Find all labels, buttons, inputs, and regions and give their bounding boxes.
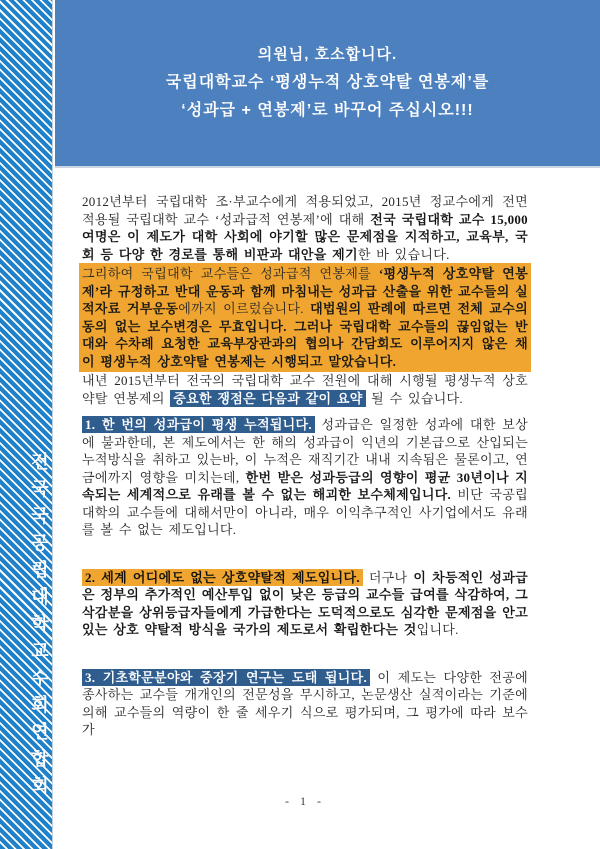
banner-line-2: 국립대학교수 ‘평생누적 상호약탈 연봉제’를 — [165, 74, 490, 91]
paragraph — [82, 669, 528, 739]
body-paragraphs — [82, 193, 528, 739]
bold-run: 대법원의 판례에 따르면 전체 교수의 동의 없는 보수변경은 무효입니다. 그러나 국립대학 교수들의 끊임없는 반대와 수차례 요청한 교육부장관과의 협의나 간담회도 이루어지지 않은 채 이 평생누적 상호약탈 연봉제는 시행되고 말았습니다. — [82, 301, 528, 369]
text-run: 더구나 — [362, 569, 414, 585]
orange-highlight-paragraph — [79, 263, 531, 372]
text-run: 성과급은 일정한 성과에 대한 보상에 불과한데, 본 제도에서는 한 해의 성과급이 익년의 기본급으로 산입되는 누적방식을 취하고 있는바, 이 누적은 재직기간 내내 지속됨은 물론이고, 연금에까지 영향을 미치는데, — [82, 417, 528, 485]
org-name-vertical: 전국국공립대학교수회연합회 — [29, 452, 49, 803]
blue-highlight-run: 1. 한 번의 성과급이 평생 누적됩니다. — [82, 416, 315, 433]
text-run: 내년 2015년부터 전국의 국립대학 교수 전원에 대해 시행될 평생누적 상호약탈 연봉제의 — [82, 373, 528, 406]
bold-run: 전국 국립대학 교수 15,000여명은 이 제도가 대학 사회에 야기할 많은 문제점을 지적하고, 교육부, 국회 등 다양 한 경로를 통해 비판과 대안을 제기 — [82, 211, 528, 262]
banner-line-3: ‘성과급 + 연봉제’로 바꾸어 주십시오!!! — [181, 102, 474, 119]
paragraph — [82, 372, 528, 407]
bold-run: 이 차등적인 성과급은 정부의 추가적인 예산투입 없이 낮은 등급의 교수들 급여를 삭감하여, 그 삭감분을 상위등급자들에게 가급한다는 도덕적으로도 심각한 문제점을 안고 있는 상호 약탈적 방식을 국가의 제도로서 확립한다는 것 — [82, 569, 528, 637]
text-run: 될 수 있습니다. — [365, 390, 463, 406]
text-run: 한 바 있습니다. — [357, 246, 450, 262]
paragraph — [82, 416, 528, 539]
text-run: 비단 국공립 대학의 교수들에 대해서만이 아니라, 매우 이익추구적인 사기업에서도 유래를 볼 수 없는 제도입니다. — [82, 487, 528, 537]
text-run: 그리하여 국립대학 교수들은 성과급적 연봉제를 — [82, 266, 379, 281]
text-run: 이 제도는 다양한 전공에 종사하는 교수들 개개인의 전문성을 무시하고, 논문생산 실적이라는 기준에 의해 교수들의 역량이 한 줄 세우기 식으로 평가되며, 그 평가에 따라 보수가 — [82, 669, 528, 737]
title-banner — [55, 0, 600, 168]
blue-highlight-run: 중요한 쟁점은 다음과 같이 요약 — [170, 390, 365, 407]
text-run: 2012년부터 국립대학 조·부교수에게 적용되었고, 2015년 정교수에게 전면 적용될 국립대학 교수 ‘성과급적 연봉제’에 대해 — [82, 194, 528, 227]
text-run: 입니다. — [416, 622, 459, 637]
blue-highlight-run: 3. 기초학문분야와 중장기 연구는 도태 됩니다. — [82, 669, 370, 686]
bold-run: ‘평생누적 상호약탈 연봉제’라 규정하고 반대 운동과 함께 마침내는 성과급 산출을 위한 교수들의 실적자료 거부운동 — [82, 266, 528, 316]
paragraph — [82, 569, 528, 639]
paragraph — [82, 193, 528, 263]
page-number: - 1 - — [285, 794, 325, 808]
text-run: 에까지 이르렀습니다. — [178, 301, 311, 316]
banner-line-1: 의원님, 호소합니다. — [257, 46, 398, 63]
orange-highlight-run: 2. 세계 어디에도 없는 상호약탈적 제도입니다. — [82, 569, 363, 586]
bold-run: 한번 받은 성과등급의 영향이 평균 30년이나 지속되는 세계적으로 유래를 볼 수 없는 해괴한 보수체제입니다. — [82, 469, 528, 502]
